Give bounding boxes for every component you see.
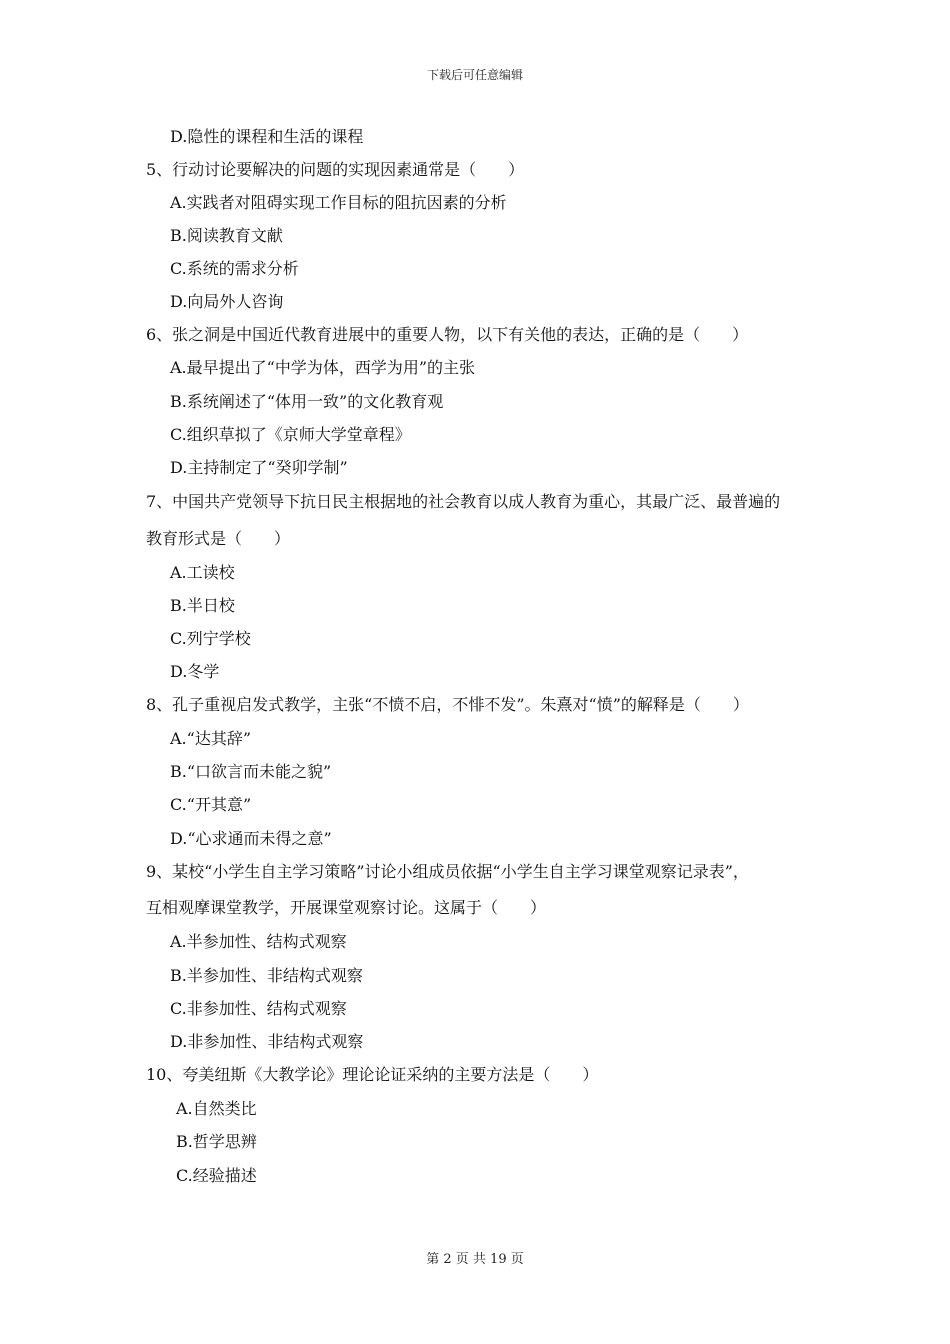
option-line: A.半参加性、结构式观察 (170, 932, 347, 951)
option-line: B.“口欲言而未能之貌” (170, 762, 332, 781)
option-line: C.经验描述 (176, 1166, 257, 1185)
option-line: A.“达其辞” (170, 729, 252, 748)
question-line: 7、中国共产党领导下抗日民主根据地的社会教育以成人教育为重心，其最广泛、最普遍的 (146, 492, 781, 511)
question-line: 9、某校“小学生自主学习策略”讨论小组成员依据“小学生自主学习课堂观察记录表”， (146, 862, 749, 881)
option-line: C.非参加性、结构式观察 (170, 999, 347, 1018)
option-line: D.向局外人咨询 (170, 292, 284, 311)
question-line: 8、孔子重视启发式教学，主张“不愤不启，不悱不发”。朱熹对“愤”的解释是（ ） (146, 695, 749, 714)
option-line: B.半参加性、非结构式观察 (170, 966, 363, 985)
option-line: B.系统阐述了“体用一致”的文化教育观 (170, 392, 444, 411)
page-header: 下载后可任意编辑 (426, 68, 523, 82)
option-line: A.工读校 (170, 563, 235, 582)
option-line: A.最早提出了“中学为体，西学为用”的主张 (170, 358, 476, 377)
question-line: 5、行动讨论要解决的问题的实现因素通常是（ ） (146, 160, 525, 179)
question-continuation: 互相观摩课堂教学，开展课堂观察讨论。这属于（ ） (146, 898, 547, 917)
option-line: D.主持制定了“癸卯学制” (170, 458, 348, 477)
option-line: A.实践者对阻碍实现工作目标的阻抗因素的分析 (170, 193, 507, 212)
page-footer: 第 2 页 共 19 页 (426, 1252, 524, 1267)
option-line: A.自然类比 (176, 1099, 257, 1118)
question-continuation: 教育形式是（ ） (146, 529, 291, 548)
option-line: C.系统的需求分析 (170, 259, 299, 278)
option-line: D.隐性的课程和生活的课程 (170, 127, 364, 146)
option-line: B.阅读教育文献 (170, 226, 283, 245)
option-line: D.冬学 (170, 662, 220, 681)
question-line: 6、张之洞是中国近代教育进展中的重要人物，以下有关他的表达，正确的是（ ） (146, 325, 749, 344)
option-line: D.“心求通而未得之意” (170, 829, 332, 848)
question-line: 10、夸美纽斯《大教学论》理论论证采纳的主要方法是（ ） (146, 1065, 599, 1084)
option-line: B.哲学思辨 (176, 1132, 257, 1151)
option-line: C.“开其意” (170, 795, 252, 814)
option-line: B.半日校 (170, 596, 235, 615)
option-line: C.列宁学校 (170, 629, 251, 648)
option-line: D.非参加性、非结构式观察 (170, 1032, 364, 1051)
option-line: C.组织草拟了《京师大学堂章程》 (170, 425, 411, 444)
